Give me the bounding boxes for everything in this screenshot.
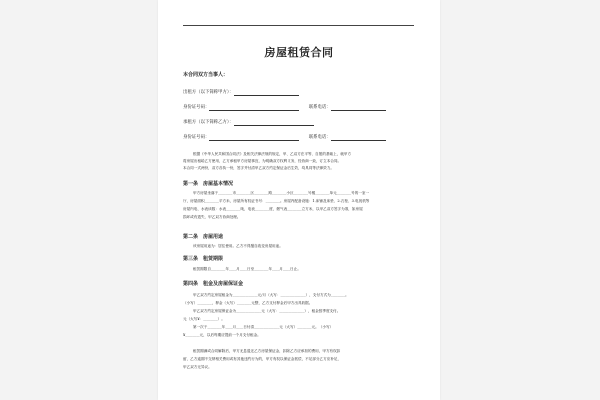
preamble-3: 本合同一式两份，双方各执一份，签字并付清甲乙双方约定保证金后生效，均具同等法律效力。 <box>183 166 334 170</box>
lessee-id-line <box>183 135 423 141</box>
lessee-id-blank <box>209 136 299 141</box>
lessor-id-label: 身份证号码： <box>183 105 210 110</box>
section-4-line-8: 留，乙方逾期不交纳相关费用或有其他违约行为的，甲方有权以保证金抵偿，不足部分乙方应补足， <box>183 357 342 361</box>
section-2-line-1: 该房屋用途为：居住使用。乙方不得擅自改变房屋用途。 <box>193 244 283 248</box>
section-1-title: 第一条 房屋基本情况 <box>183 181 234 187</box>
lessor-id-blank <box>209 106 299 111</box>
preamble-1: 根据《中华人民共和国合同法》及相关法律法规的规定，甲、乙双方在平等、自愿的基础上，就甲方 <box>193 152 352 156</box>
section-3-line-1: 租赁期限自________年____月____日至________年____月____日止。 <box>193 267 301 271</box>
section-2-title: 第二条 房屋用途 <box>183 234 224 240</box>
section-1-line-3: 房屋内电、水表读数：水表________吨，电表________度，燃气表________立方米，以甲乙双方签字为准，如房屋 <box>183 207 363 211</box>
lessee-blank <box>234 121 314 126</box>
lessor-id-line <box>183 105 423 111</box>
lessee-id-label: 身份证号码： <box>183 135 210 140</box>
section-4-line-2: （小写）________，押金（大写）________元整，乙方支付押金后甲方出具收据。 <box>183 301 313 305</box>
section-4-line-6: ¥________元，以后每期应提前一个月支付租金。 <box>183 333 261 337</box>
section-4-line-5: 第一次于________年____月____日付清______________元（大写）________元。（小写） <box>193 325 334 329</box>
lessee-line <box>183 120 423 126</box>
section-4-title: 第四条 租金及房屋保证金 <box>183 281 244 287</box>
parties-intro: 本合同双方当事人： <box>183 72 229 78</box>
section-3-title: 第三条 租赁期限 <box>183 256 224 262</box>
section-1-line-1: 甲方房屋坐落于________市________区________路________小区________号楼________单元________号的一室一 <box>193 191 370 195</box>
section-4-line-9: 甲乙双方无异议。 <box>183 365 212 369</box>
preamble-2: 将房屋出租给乙方使用，乙方承租甲方房屋事宜，为明确双方权利义务，经协商一致，订立本合同。 <box>183 159 342 163</box>
section-4-line-4: 元（大写¥：________）。 <box>183 317 225 321</box>
lessee-phone-label: 联系电话： <box>308 135 331 140</box>
lessor-label: 出租方（以下简称甲方）： <box>183 90 234 95</box>
lessor-phone-label: 联系电话： <box>308 105 331 110</box>
section-4-line-3: 甲乙双方约定房屋保证金为______________元（大写：______________），租金按季度支付。 <box>193 309 341 313</box>
header-rule <box>183 25 414 26</box>
lessee-label: 承租方（以下简称乙方）： <box>183 120 234 125</box>
section-1-line-2: 厅，房屋面积________平方米，房屋所有权证书号：________。房屋内配备设施：1.床铺及床垫、2.衣柜、3.电视机等 <box>183 199 370 203</box>
lessor-phone-blank <box>331 106 386 111</box>
lessee-phone-blank <box>331 136 386 141</box>
contract-title: 房屋租赁合同 <box>264 46 334 59</box>
section-4-line-1: 甲乙双方约定房屋租金为______________元/月（大写：______________），支付方式为________。 <box>193 293 349 297</box>
lessor-blank <box>234 91 299 96</box>
lessor-line <box>183 90 423 96</box>
section-1-line-4: 损坏或有遗失，甲乙双方协商处理。 <box>183 215 241 219</box>
section-4-line-7: 租赁期满或合同解除后，甲方无息退还乙方房屋保证金，扣除乙方应承担的费用，甲方有权扣 <box>193 349 341 353</box>
document-page <box>158 0 440 400</box>
